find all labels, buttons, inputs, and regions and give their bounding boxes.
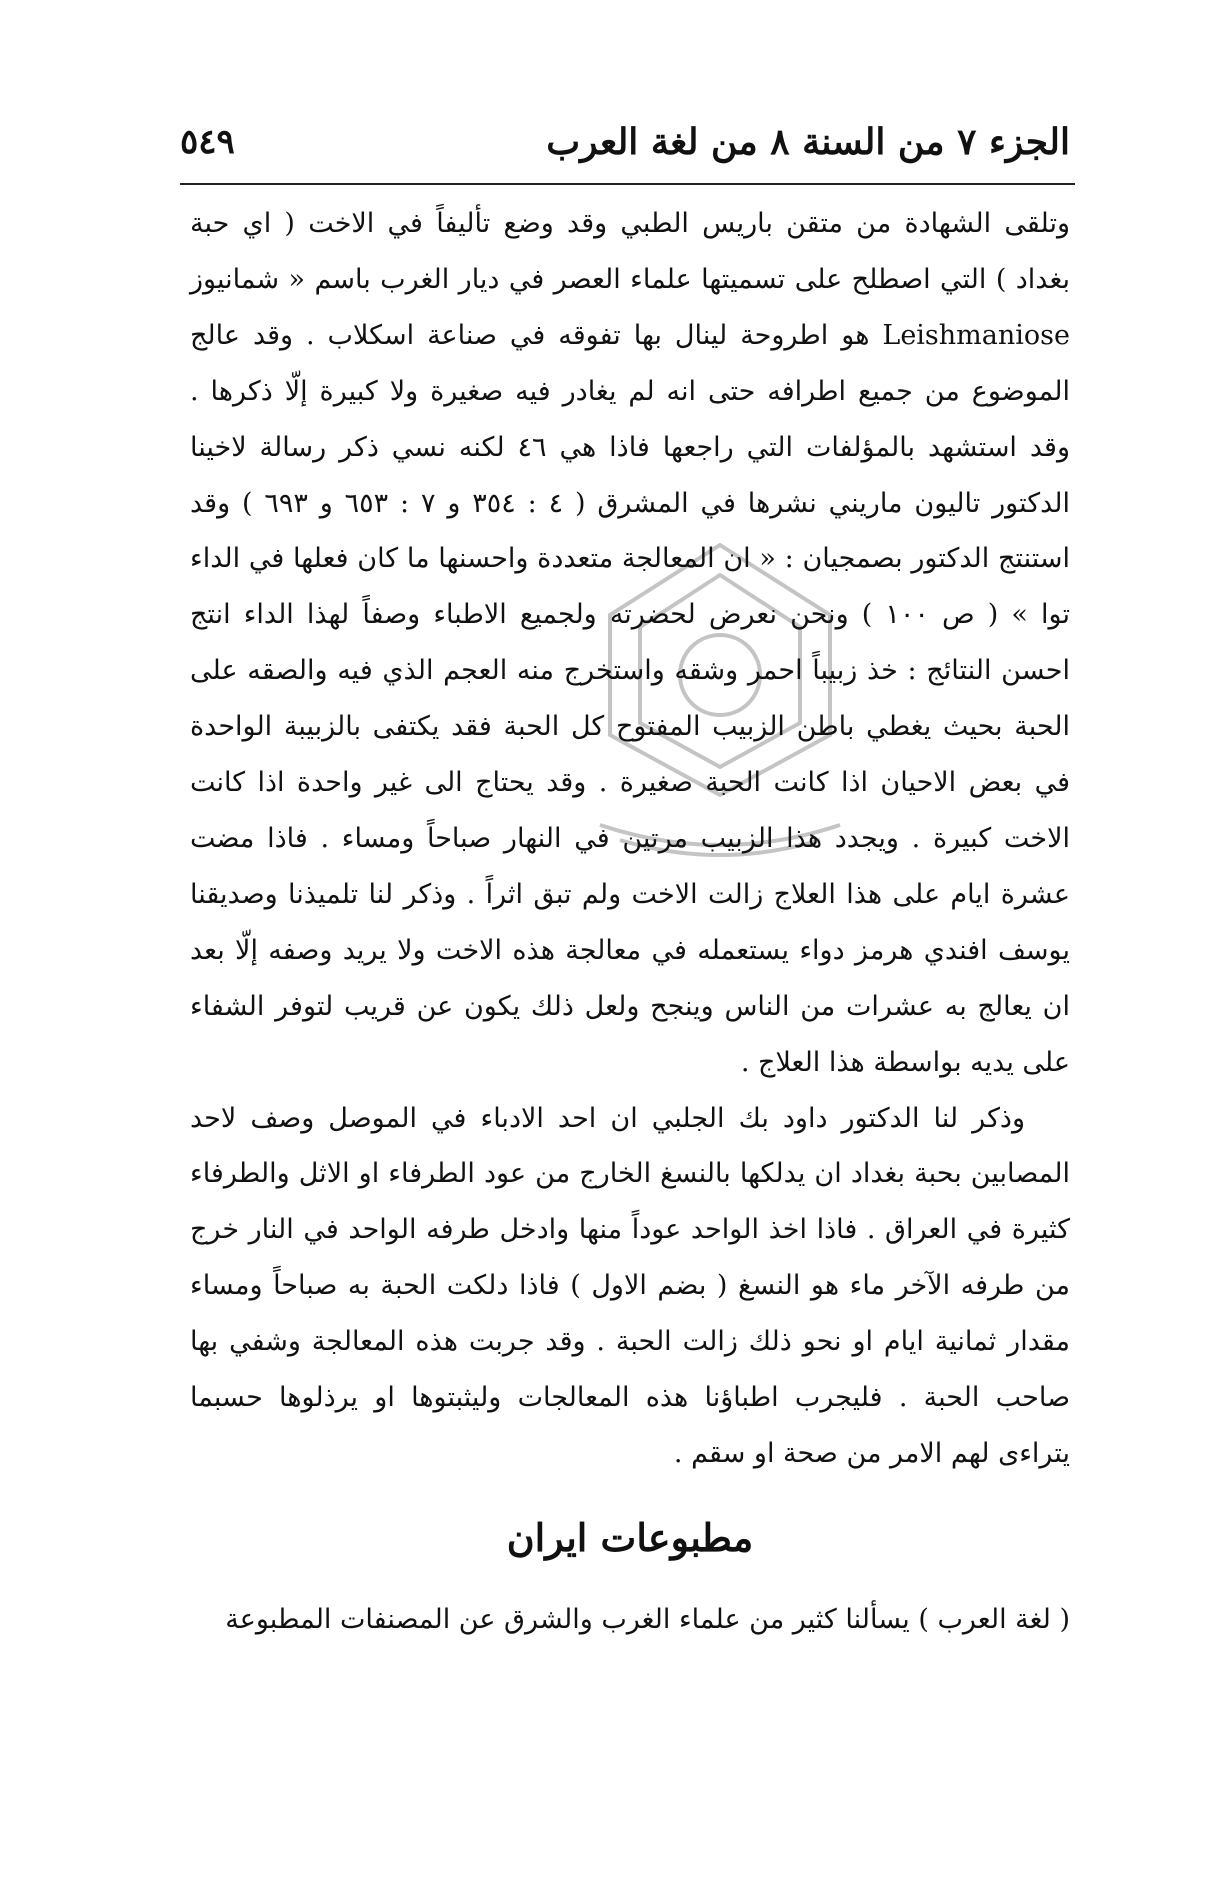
paragraph-2: وذكر لنا الدكتور داود بك الجلبي ان احد الادباء في الموصل وصف لاحد المصابين بحبة بغداد ان يدلكها بالنسغ الخارج من عود الطرفاء او الاثل والطرفاء كثيرة في العراق . فاذا اخذ الواحد عوداً منها وادخل طرفه الواحد في النار خرج من طرفه الآخر ماء هو النسغ ( بضم الاول ) فاذا دلكت الحبة به صباحاً ومساء مقدار ثمانية ايام او نحو ذلك زالت الحبة . وقد جربت هذه المعالجة وشفي بها صاحب الحبة . فليجرب اطباؤنا هذه المعالجات وليثبتوها او يرذلوها حسبما يتراءى لهم الامر من صحة او سقم . <box>190 1102 1070 1469</box>
paragraph-3: ( لغة العرب ) يسألنا كثير من علماء الغرب والشرق عن المصنفات المطبوعة <box>225 1603 1070 1635</box>
body-text <box>190 196 1070 1648</box>
section-heading: مطبوعات ايران <box>506 1514 754 1560</box>
running-title: الجزء ٧ من السنة ٨ من لغة العرب <box>546 121 1070 163</box>
page-number: ٥٤٩ <box>180 122 235 162</box>
header-rule <box>180 183 1075 185</box>
paragraph-1: وتلقى الشهادة من متقن باريس الطبي وقد وضع تأليفاً في الاخت ( اي حبة بغداد ) التي اصطلح على تسميتها علماء العصر في ديار الغرب باسم « شمانيوز Leishmaniose هو اطروحة لينال بها تفوقه في صناعة اسكلاب . وقد عالج الموضوع من جميع اطرافه حتى انه لم يغادر فيه صغيرة ولا كبيرة إلّا ذكرها . وقد استشهد بالمؤلفات التي راجعها فاذا هي ٤٦ لكنه نسي ذكر رسالة لاخينا الدكتور تاليون ماريني نشرها في المشرق ( ٤ : ٣٥٤ و ٧ : ٦٥٣ و ٦٩٣ ) وقد استنتج الدكتور بصمجيان : « ان المعالجة متعددة واحسنها ما كان فعلها في الداء توا » ( ص ١٠٠ ) ونحن نعرض لحضرته ولجميع الاطباء وصفاً لهذا الداء انتج احسن النتائج : خذ زبيباً احمر وشقه واستخرج منه العجم الذي فيه والصقه على الحبة بحيث يغطي باطن الزبيب المفتوح كل الحبة فقد يكتفى بالزبيبة الواحدة في بعض الاحيان اذا كانت الحبة صغيرة . وقد يحتاج الى غير واحدة اذا كانت الاخت كبيرة . ويجدد هذا الزبيب مرتين في النهار صباحاً ومساء . فاذا مضت عشرة ايام على هذا العلاج زالت الاخت ولم تبق اثراً . وذكر لنا تلميذنا وصديقنا يوسف افندي هرمز دواء يستعمله في معالجة هذه الاخت ولا يريد وصفه إلّا بعد ان يعالج به عشرات من الناس وينجح ولعل ذلك يكون عن قريب لتوفر الشفاء على يديه بواسطة هذا العلاج . <box>190 208 1071 1078</box>
page-header <box>180 112 1070 172</box>
